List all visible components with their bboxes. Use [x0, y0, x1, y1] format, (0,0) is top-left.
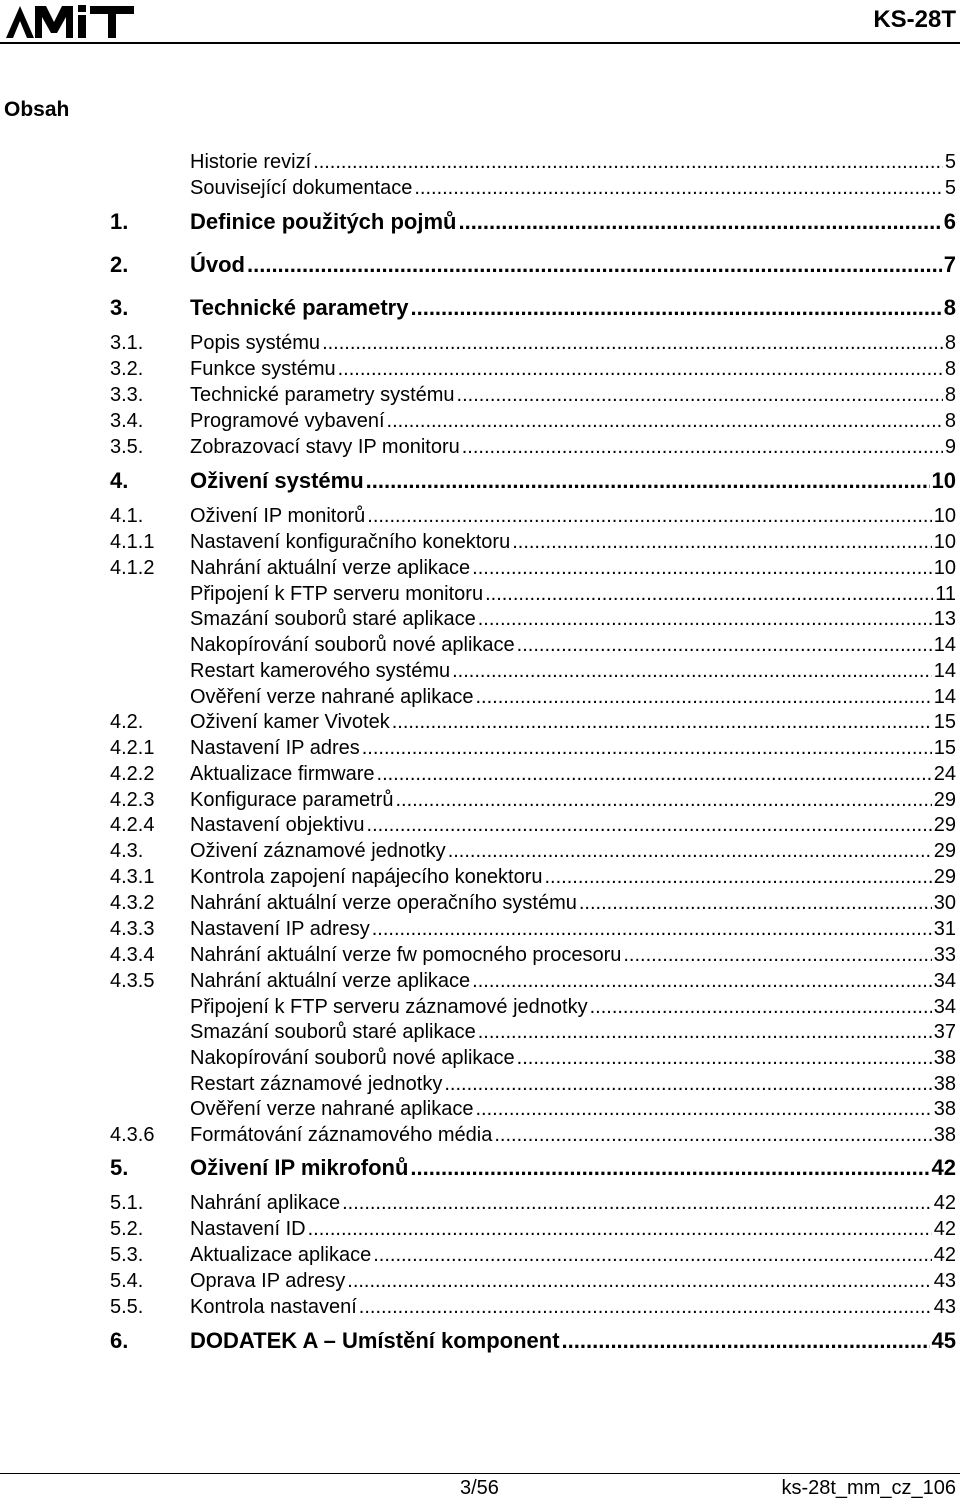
toc-entry[interactable] [110, 151, 956, 174]
toc-entry-page: 10 [933, 557, 956, 579]
toc-entry-title: Oprava IP adresy [190, 1270, 346, 1292]
toc-leader-dots [444, 1073, 931, 1096]
toc-entry-page: 42 [931, 1155, 956, 1180]
toc-entry[interactable] [110, 634, 956, 657]
toc-leader-dots [359, 1296, 932, 1319]
toc-leader-dots [476, 686, 932, 709]
toc-entry-number: 3.4. [110, 410, 144, 432]
toc-entry-number: 4.3.4 [110, 944, 155, 966]
toc-entry-title: Nastavení ID [190, 1218, 306, 1240]
toc-entry-title: Nastavení IP adresy [190, 918, 370, 940]
toc-entry-page: 29 [933, 840, 956, 862]
toc-leader-dots [395, 789, 931, 812]
toc-entry[interactable] [110, 1192, 956, 1215]
toc-entry-number: 6. [110, 1328, 129, 1353]
toc-leader-dots [342, 1192, 932, 1215]
toc-entry-title: Technické parametry systému [190, 384, 455, 406]
toc-entry-page: 14 [933, 660, 956, 682]
toc-leader-dots [590, 996, 932, 1019]
toc-leader-dots [544, 866, 931, 889]
toc-entry[interactable] [110, 410, 956, 433]
toc-entry-title: Funkce systému [190, 358, 336, 380]
toc-entry[interactable] [110, 384, 956, 407]
toc-entry-number: 1. [110, 209, 129, 234]
toc-entry-page: 8 [944, 332, 956, 354]
toc-leader-dots [512, 531, 932, 554]
toc-entry-title: Související dokumentace [190, 177, 413, 199]
toc-entry-title: Programové vybavení [190, 410, 385, 432]
toc-entry-title: Nakopírování souborů nové aplikace [190, 634, 515, 656]
toc-leader-dots [476, 1098, 932, 1121]
toc-entry-title: Konfigurace parametrů [190, 789, 394, 811]
toc-leader-dots [562, 1328, 930, 1354]
toc-entry-title: Oživení systému [190, 468, 364, 493]
toc-entry[interactable] [110, 944, 956, 967]
toc-entry-number: 4.2.4 [110, 814, 155, 836]
toc-leader-dots [372, 918, 932, 941]
document-code: KS-28T [873, 6, 956, 33]
toc-entry-page: 6 [943, 209, 956, 234]
toc-leader-dots [247, 252, 942, 278]
toc-entry-title: Smazání souborů staré aplikace [190, 1021, 476, 1043]
toc-leader-dots [485, 583, 933, 606]
toc-entry-page: 14 [933, 634, 956, 656]
toc-entry-page: 43 [933, 1296, 956, 1318]
toc-entry[interactable] [110, 358, 956, 381]
toc-leader-dots [517, 634, 932, 657]
toc-entry[interactable] [110, 1021, 956, 1044]
toc-entry-number: 5.1. [110, 1192, 144, 1214]
toc-entry[interactable] [110, 177, 956, 200]
toc-leader-dots [347, 1270, 931, 1293]
toc-entry-title: Restart záznamové jednotky [190, 1073, 443, 1095]
toc-entry-page: 42 [933, 1244, 956, 1266]
toc-entry-page: 11 [935, 583, 956, 605]
toc-entry-page: 10 [933, 505, 956, 527]
toc-entry-page: 15 [933, 737, 956, 759]
toc-entry-number: 4.2.2 [110, 763, 155, 785]
toc-entry-title: Oživení IP monitorů [190, 505, 366, 527]
toc-entry-title: Úvod [190, 252, 245, 277]
toc-leader-dots [462, 436, 943, 459]
toc-entry-title: Oživení IP mikrofonů [190, 1155, 409, 1180]
toc-entry-page: 5 [944, 177, 956, 199]
toc-leader-dots [478, 608, 932, 631]
page-number: 3/56 [460, 1477, 499, 1499]
toc-entry-page: 31 [933, 918, 956, 940]
toc-leader-dots [410, 295, 941, 321]
toc-entry[interactable] [110, 1047, 956, 1070]
toc-entry-page: 43 [933, 1270, 956, 1292]
toc-entry-number: 5.2. [110, 1218, 144, 1240]
toc-entry-page: 10 [933, 531, 956, 553]
toc-entry[interactable] [110, 1270, 956, 1293]
toc-entry-number: 5.3. [110, 1244, 144, 1266]
toc-entry-page: 38 [933, 1124, 956, 1146]
toc-entry-number: 3.5. [110, 436, 144, 458]
header-rule [0, 42, 960, 44]
toc-entry[interactable] [110, 1073, 956, 1096]
toc-leader-dots [517, 1047, 932, 1070]
toc-entry-page: 30 [933, 892, 956, 914]
toc-entry-number: 3. [110, 295, 129, 320]
toc-entry[interactable] [110, 918, 956, 941]
toc-entry-page: 8 [944, 358, 956, 380]
toc-entry[interactable] [110, 1296, 956, 1319]
toc-entry-title: Nahrání aktuální verze aplikace [190, 557, 471, 579]
toc-leader-dots [410, 1155, 929, 1181]
toc-entry-title: Ověření verze nahrané aplikace [190, 1098, 474, 1120]
toc-entry[interactable] [110, 295, 956, 321]
toc-entry-title: Připojení k FTP serveru monitoru [190, 583, 484, 605]
toc-entry-number: 5. [110, 1155, 129, 1180]
toc-entry-page: 42 [933, 1218, 956, 1240]
toc-leader-dots [367, 505, 931, 528]
toc-entry-page: 5 [944, 151, 956, 173]
toc-entry[interactable] [110, 436, 956, 459]
toc-entry-page: 15 [933, 711, 956, 733]
toc-leader-dots [373, 1244, 932, 1267]
toc-entry[interactable] [110, 660, 956, 683]
toc-entry-number: 2. [110, 252, 129, 277]
toc-entry[interactable] [110, 737, 956, 760]
toc-leader-dots [377, 763, 932, 786]
toc-leader-dots [387, 410, 943, 433]
toc-entry-page: 9 [944, 436, 956, 458]
toc-entry[interactable] [110, 1218, 956, 1241]
toc-entry-number: 3.3. [110, 384, 144, 406]
toc-entry-page: 8 [944, 384, 956, 406]
toc-entry-number: 4.3. [110, 840, 144, 862]
toc-entry-page: 42 [933, 1192, 956, 1214]
toc-title: Obsah [4, 98, 70, 121]
toc-entry-page: 33 [933, 944, 956, 966]
toc-leader-dots [322, 332, 943, 355]
toc-entry[interactable] [110, 840, 956, 863]
toc-entry-page: 13 [933, 608, 956, 630]
toc-leader-dots [472, 557, 932, 580]
toc-leader-dots [478, 1021, 932, 1044]
toc-entry-page: 14 [933, 686, 956, 708]
toc-entry-page: 34 [933, 970, 956, 992]
toc-leader-dots [414, 177, 943, 200]
toc-entry-page: 38 [933, 1098, 956, 1120]
toc-entry[interactable] [110, 1124, 956, 1147]
toc-entry-page: 38 [933, 1047, 956, 1069]
toc-entry-number: 4.3.3 [110, 918, 155, 940]
toc-entry[interactable] [110, 866, 956, 889]
toc-entry-title: Technické parametry [190, 295, 409, 320]
toc-leader-dots [623, 944, 931, 967]
toc-entry[interactable] [110, 505, 956, 528]
toc-entry[interactable] [110, 789, 956, 812]
toc-leader-dots [362, 737, 932, 760]
toc-entry-page: 8 [943, 295, 956, 320]
toc-entry-number: 4.1. [110, 505, 144, 527]
toc-entry-number: 4.1.2 [110, 557, 155, 579]
toc-entry[interactable] [110, 557, 956, 580]
toc-entry-number: 5.5. [110, 1296, 144, 1318]
toc-entry-title: Nastavení IP adres [190, 737, 360, 759]
toc-entry-page: 45 [931, 1328, 956, 1353]
toc-entry-number: 4.2.1 [110, 737, 155, 759]
toc-leader-dots [448, 840, 932, 863]
toc-entry[interactable] [110, 332, 956, 355]
toc-entry-title: Zobrazovací stavy IP monitoru [190, 436, 460, 458]
toc-entry-title: Připojení k FTP serveru záznamové jednotky [190, 996, 588, 1018]
toc-entry-number: 4.3.6 [110, 1124, 155, 1146]
toc-entry[interactable] [110, 1098, 956, 1121]
toc-leader-dots [338, 358, 943, 381]
toc-leader-dots [457, 384, 943, 407]
toc-entry-page: 29 [933, 866, 956, 888]
toc-entry-title: Nastavení konfiguračního konektoru [190, 531, 511, 553]
toc-entry-number: 4.1.1 [110, 531, 155, 553]
toc-entry-title: Nahrání aktuální verze fw pomocného procesoru [190, 944, 622, 966]
toc-entry-title: Nastavení objektivu [190, 814, 365, 836]
toc-entry-title: Aktualizace aplikace [190, 1244, 372, 1266]
toc-entry-title: Kontrola zapojení napájecího konektoru [190, 866, 543, 888]
toc-entry-number: 4.3.5 [110, 970, 155, 992]
toc-entry[interactable] [110, 531, 956, 554]
toc-entry[interactable] [110, 763, 956, 786]
toc-leader-dots [366, 468, 930, 494]
toc-leader-dots [308, 1218, 932, 1241]
toc-entry-number: 3.1. [110, 332, 144, 354]
toc-entry-page: 7 [943, 252, 956, 277]
toc-entry[interactable] [110, 814, 956, 837]
toc-entry-page: 38 [933, 1073, 956, 1095]
toc-entry-title: Nahrání aplikace [190, 1192, 341, 1214]
toc-entry[interactable] [110, 996, 956, 1019]
toc-entry-page: 24 [933, 763, 956, 785]
toc-entry[interactable] [110, 209, 956, 235]
toc-leader-dots [392, 711, 932, 734]
toc-entry-title: Nahrání aktuální verze aplikace [190, 970, 471, 992]
toc-entry[interactable] [110, 468, 956, 494]
toc-entry-page: 34 [933, 996, 956, 1018]
toc-entry-page: 8 [944, 410, 956, 432]
toc-entry[interactable] [110, 970, 956, 993]
toc-entry-title: Aktualizace firmware [190, 763, 375, 785]
toc-entry[interactable] [110, 608, 956, 631]
toc-entry[interactable] [110, 1328, 956, 1354]
toc-entry[interactable] [110, 1155, 956, 1181]
toc-entry-title: Definice použitých pojmů [190, 209, 457, 234]
toc-entry-page: 10 [931, 468, 956, 493]
toc-entry[interactable] [110, 1244, 956, 1267]
toc-entry[interactable] [110, 583, 956, 606]
toc-leader-dots [452, 660, 932, 683]
toc-entry[interactable] [110, 252, 956, 278]
toc-entry[interactable] [110, 711, 956, 734]
toc-leader-dots [579, 892, 932, 915]
toc-entry-title: Restart kamerového systému [190, 660, 451, 682]
page-header [0, 0, 960, 42]
toc-entry-title: Nahrání aktuální verze operačního systému [190, 892, 577, 914]
toc-entry-title: Nakopírování souborů nové aplikace [190, 1047, 515, 1069]
toc-entry-number: 4.3.1 [110, 866, 155, 888]
toc-entry-title: Formátování záznamového média [190, 1124, 493, 1146]
toc-entry-title: Kontrola nastavení [190, 1296, 357, 1318]
amit-logo [4, 2, 136, 40]
toc-entry-title: Popis systému [190, 332, 321, 354]
toc-entry-title: Historie revizí [190, 151, 312, 173]
toc-entry-page: 29 [933, 814, 956, 836]
toc-entry-number: 4.2.3 [110, 789, 155, 811]
toc-entry-number: 4.3.2 [110, 892, 155, 914]
toc-entry-title: DODATEK A – Umístění komponent [190, 1328, 560, 1353]
toc-entry-title: Smazání souborů staré aplikace [190, 608, 476, 630]
toc-entry-number: 5.4. [110, 1270, 144, 1292]
toc-leader-dots [367, 814, 932, 837]
document-id: ks-28t_mm_cz_106 [781, 1477, 956, 1499]
toc-entry-number: 3.2. [110, 358, 144, 380]
toc-entry-number: 4.2. [110, 711, 144, 733]
toc-leader-dots [458, 209, 941, 235]
toc-entry-title: Oživení záznamové jednotky [190, 840, 446, 862]
toc-entry-title: Ověření verze nahrané aplikace [190, 686, 474, 708]
toc-entry[interactable] [110, 686, 956, 709]
footer-rule [0, 1473, 960, 1474]
toc-leader-dots [494, 1124, 931, 1147]
toc-leader-dots [472, 970, 932, 993]
toc-entry-title: Oživení kamer Vivotek [190, 711, 390, 733]
toc-leader-dots [313, 151, 943, 174]
toc-entry-page: 29 [933, 789, 956, 811]
toc-entry-page: 37 [933, 1021, 956, 1043]
toc-entry-number: 4. [110, 468, 129, 493]
toc-entry[interactable] [110, 892, 956, 915]
